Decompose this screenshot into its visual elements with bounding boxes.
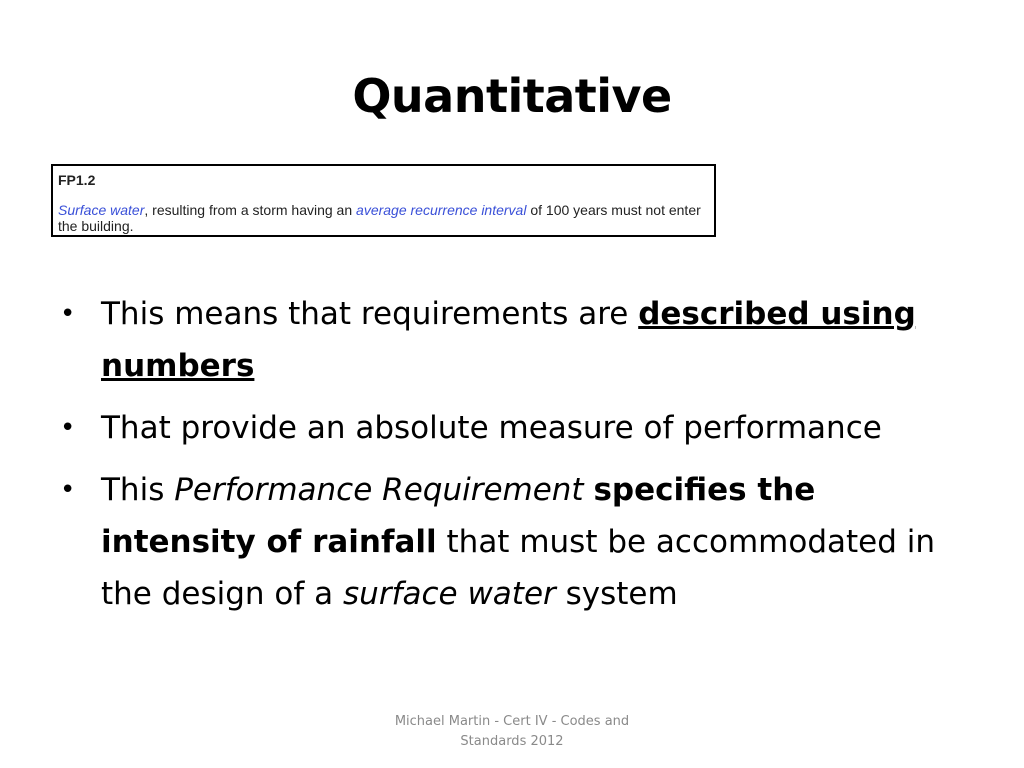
performance-requirement-box <box>51 164 716 237</box>
fp-text-1: , resulting from a storm having an <box>144 202 357 218</box>
bullet-italic-term: surface water <box>343 576 556 612</box>
bullet-text: That provide an absolute measure of performance <box>101 410 882 446</box>
bullet-text: that must be accommodated in the design of a <box>101 524 936 612</box>
fp-text-2: of 100 years must not enter the building. <box>58 202 701 234</box>
footer-line: Michael Martin - Cert IV - Codes and <box>394 714 630 729</box>
bullet-italic-term: Performance Requirement <box>174 472 584 508</box>
bullet-bold-phrase: specifies the intensity of rainfall <box>101 472 816 560</box>
fp-heading: FP1.2 <box>58 172 96 188</box>
bullet-emphasis: described using numbers <box>101 296 916 384</box>
bullet-dot-icon: • <box>60 475 76 505</box>
bullet-text: This means that requirements are <box>101 296 639 332</box>
bullet-text <box>584 472 594 508</box>
fp-term-average-recurrence-interval: average recurrence interval <box>356 202 527 218</box>
bullet-list <box>60 288 960 630</box>
bullet-item <box>60 402 960 454</box>
bullet-dot-icon: • <box>60 299 76 329</box>
slide-footer <box>362 712 662 752</box>
slide-title: Quantitative <box>352 69 672 123</box>
bullet-text: system <box>555 576 678 612</box>
bullet-item <box>60 464 960 620</box>
bullet-item <box>60 288 960 392</box>
bullet-text: This <box>101 472 175 508</box>
fp-term-surface-water: Surface water <box>58 202 145 218</box>
fp-body <box>58 202 718 234</box>
footer-line: Standards 2012 <box>460 734 564 749</box>
bullet-dot-icon: • <box>60 413 76 443</box>
